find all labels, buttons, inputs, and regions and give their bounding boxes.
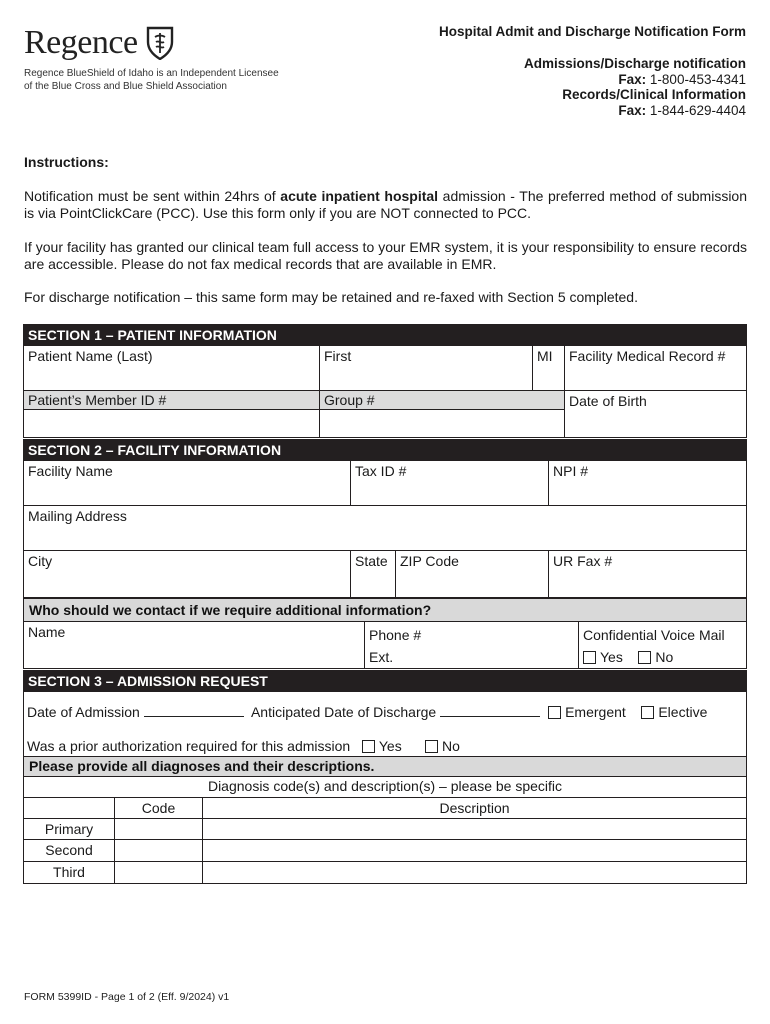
mailing-address-label: Mailing Address <box>28 508 127 524</box>
prior-auth-yes-label: Yes <box>378 738 402 754</box>
facility-mrn-field[interactable] <box>564 345 747 391</box>
anticipated-discharge-label: Anticipated Date of Discharge <box>250 704 437 720</box>
section3-header: SECTION 3 – ADMISSION REQUEST <box>23 670 747 692</box>
fax2-number: 1-844-629-4404 <box>649 102 746 118</box>
voicemail-no-option[interactable] <box>638 649 673 665</box>
contact-phone-label: Phone # <box>369 627 422 643</box>
voicemail-no-checkbox[interactable] <box>638 651 651 664</box>
emergent-option[interactable] <box>548 704 626 720</box>
licensee-line-2: of the Blue Cross and Blue Shield Association <box>24 80 227 92</box>
dob-label: Date of Birth <box>569 393 647 409</box>
fax1-number: 1-800-453-4341 <box>649 71 746 87</box>
diagnosis-caption: Diagnosis code(s) and description(s) – please be specific <box>23 777 747 797</box>
diag-primary-code-input[interactable] <box>114 818 203 840</box>
member-id-label-cell <box>23 390 320 410</box>
patient-first-name-field[interactable] <box>319 345 533 391</box>
diag-row-second-label: Second <box>23 839 115 862</box>
diag-header-code: Code <box>114 797 203 819</box>
patient-last-name-field[interactable] <box>23 345 320 391</box>
voicemail-label: Confidential Voice Mail <box>583 627 725 643</box>
group-label: Group # <box>324 392 375 408</box>
facility-name-field[interactable] <box>23 460 351 506</box>
facility-name-label: Facility Name <box>28 463 113 479</box>
diag-second-code-input[interactable] <box>114 839 203 862</box>
city-field[interactable] <box>23 550 351 598</box>
licensee-line-1: Regence BlueShield of Idaho is an Independent Licensee <box>24 68 279 79</box>
patient-first-name-label: First <box>324 348 352 364</box>
date-admission-input[interactable] <box>144 705 244 717</box>
voicemail-yes-option[interactable] <box>583 649 623 665</box>
diag-header-description: Description <box>202 797 747 819</box>
emergent-checkbox[interactable] <box>548 706 561 719</box>
patient-mi-label: MI <box>537 348 553 364</box>
facility-mrn-label: Facility Medical Record # <box>569 348 726 364</box>
member-id-field[interactable] <box>23 409 320 438</box>
group-label-cell <box>319 390 565 410</box>
voicemail-yes-label: Yes <box>600 649 623 665</box>
instructions-para-3: For discharge notification – this same form may be retained and re-faxed with Section 5 completed. <box>24 289 638 305</box>
form-footer: FORM 5399ID - Page 1 of 2 (Eff. 9/2024) v1 <box>24 991 230 1003</box>
tax-id-label: Tax ID # <box>355 463 407 479</box>
state-field[interactable] <box>350 550 396 598</box>
diag-third-code-input[interactable] <box>114 861 203 884</box>
mailing-address-field[interactable] <box>23 505 747 551</box>
ur-fax-field[interactable] <box>548 550 747 598</box>
blueshield-icon <box>146 26 174 60</box>
contact-name-label: Name <box>28 624 66 640</box>
contact-phone-field[interactable] <box>364 621 579 669</box>
section1-header: SECTION 1 – PATIENT INFORMATION <box>23 324 747 346</box>
para1-bold: acute inpatient hospital <box>280 188 439 204</box>
diag-row-primary-label: Primary <box>23 818 115 840</box>
state-label: State <box>355 553 388 569</box>
section2-header: SECTION 2 – FACILITY INFORMATION <box>23 439 747 461</box>
logo-wordmark: Regence <box>24 24 138 61</box>
admissions-label: Admissions/Discharge notification <box>523 56 746 71</box>
member-id-label: Patient’s Member ID # <box>28 392 167 408</box>
zip-label: ZIP Code <box>400 553 459 569</box>
instructions-para-2: If your facility has granted our clinical team full access to your EMR system, it is your responsibility to ensure records are accessible. Please do not fax medical records that are available in EMR. <box>24 239 747 272</box>
fax1-label: Fax: <box>618 71 647 87</box>
prior-auth-yes-checkbox[interactable] <box>362 740 375 753</box>
prior-auth-row <box>23 738 747 754</box>
instructions-title: Instructions: <box>24 154 109 170</box>
voicemail-field <box>578 621 747 669</box>
fax2-label: Fax: <box>618 102 647 118</box>
city-label: City <box>28 553 53 569</box>
diag-row-third-label: Third <box>23 861 115 884</box>
diag-header-blank <box>23 797 115 819</box>
voicemail-yes-checkbox[interactable] <box>583 651 596 664</box>
licensee-note <box>24 68 279 93</box>
diag-primary-description-input[interactable] <box>202 818 747 840</box>
anticipated-discharge-input[interactable] <box>440 705 540 717</box>
zip-field[interactable] <box>395 550 549 598</box>
para1-text-a: Notification must be sent within 24hrs of <box>24 188 281 204</box>
admission-dates-row <box>23 704 747 720</box>
prior-auth-yes-option[interactable] <box>362 738 402 754</box>
prior-auth-no-option[interactable] <box>425 738 460 754</box>
regence-logo <box>24 24 174 62</box>
diagnoses-bar: Please provide all diagnoses and their descriptions. <box>23 756 747 777</box>
patient-mi-field[interactable] <box>532 345 565 391</box>
contact-question-bar: Who should we contact if we require additional information? <box>23 598 747 622</box>
form-title: Hospital Admit and Discharge Notification Form <box>438 24 746 39</box>
voicemail-no-label: No <box>655 649 674 665</box>
contact-name-field[interactable] <box>23 621 365 669</box>
diag-third-description-input[interactable] <box>202 861 747 884</box>
prior-auth-label: Was a prior authorization required for this admission <box>27 738 351 754</box>
npi-label: NPI # <box>553 463 589 479</box>
prior-auth-no-label: No <box>442 738 460 754</box>
prior-auth-no-checkbox[interactable] <box>425 740 438 753</box>
group-field[interactable] <box>319 409 565 438</box>
records-label: Records/Clinical Information <box>562 87 746 102</box>
date-admission-label: Date of Admission <box>27 704 140 720</box>
npi-field[interactable] <box>548 460 747 506</box>
para1-text-b: admission - The preferred method of submission is via PointClickCare (PCC). Use this form only if you are NOT connected to PCC. <box>24 188 747 221</box>
instructions-para-1 <box>24 188 747 222</box>
diag-second-description-input[interactable] <box>202 839 747 862</box>
emergent-label: Emergent <box>565 704 626 720</box>
fax-block <box>524 56 746 118</box>
tax-id-field[interactable] <box>350 460 549 506</box>
elective-label: Elective <box>658 704 708 720</box>
patient-last-name-label: Patient Name (Last) <box>28 348 153 364</box>
elective-checkbox[interactable] <box>641 706 654 719</box>
elective-option[interactable] <box>641 704 707 720</box>
contact-ext-label: Ext. <box>369 649 394 665</box>
dob-field[interactable] <box>564 390 747 438</box>
ur-fax-label: UR Fax # <box>553 553 613 569</box>
